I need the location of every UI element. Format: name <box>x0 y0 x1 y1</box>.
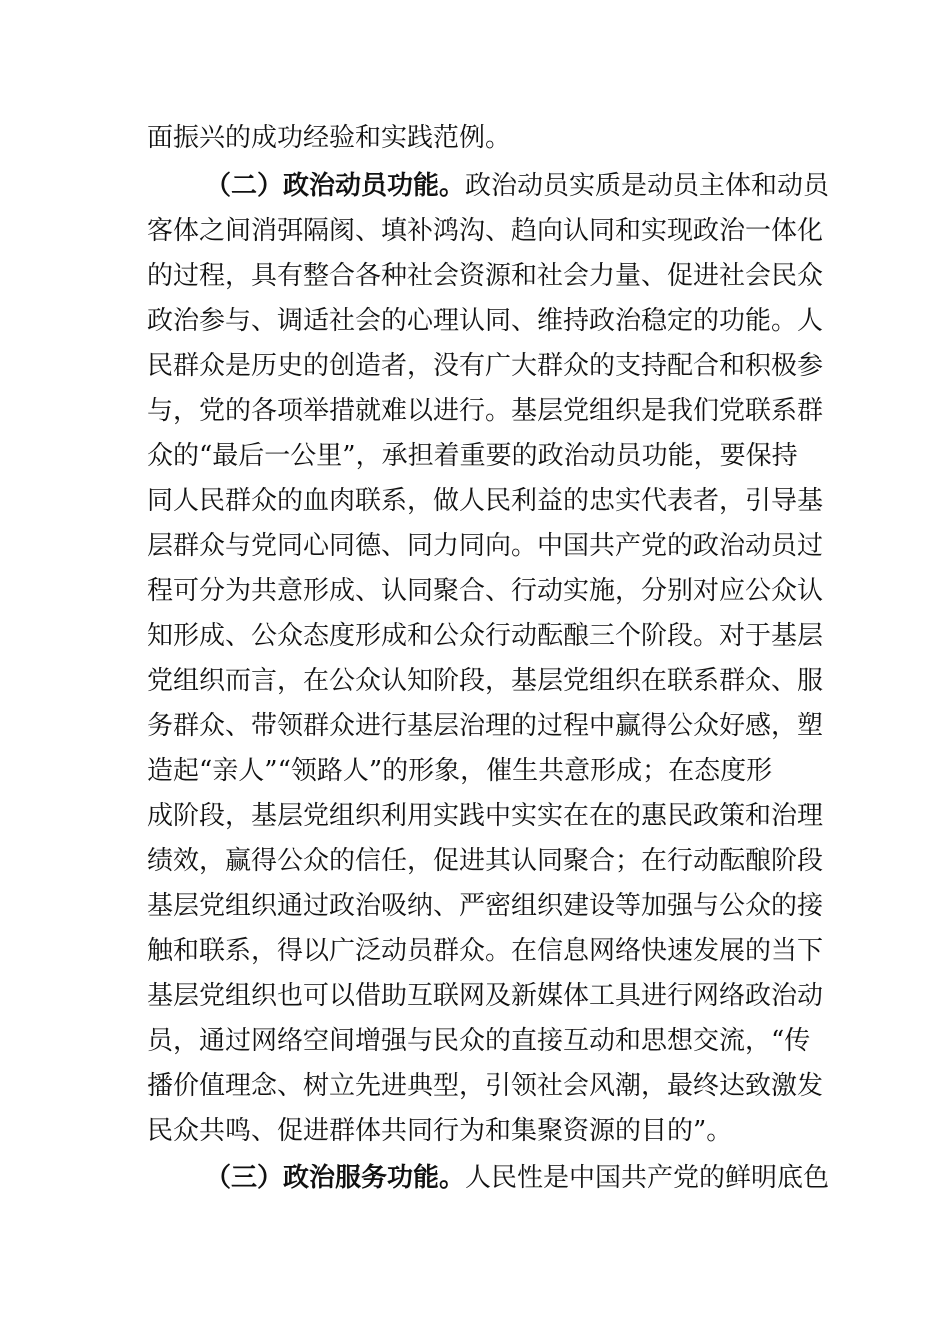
text-line-16: 成阶段，基层党组织利用实践中实实在在的惠民政策和治理 <box>147 801 824 831</box>
paragraph-3-first-line <box>205 1158 829 1198</box>
text-line-20: 基层党组织也可以借助互联网及新媒体工具进行网络政治动 <box>147 981 824 1011</box>
text-line-11: 程可分为共意形成、认同聚合、行动实施，分别对应公众认 <box>147 576 824 606</box>
text-line-23: 民众共鸣、促进群体共同行为和集聚资源的目的”。 <box>147 1116 733 1146</box>
section-heading-3: （三）政治服务功能。 <box>205 1163 466 1193</box>
text-line-22: 播价值理念、树立先进典型，引领社会风潮，最终达致激发 <box>147 1071 824 1101</box>
text-line-2: 政治动员实质是动员主体和动员 <box>465 171 830 201</box>
text-line-6: 民群众是历史的创造者，没有广大群众的支持配合和积极参 <box>147 351 824 381</box>
text-line-17: 绩效，赢得公众的信任，促进其认同聚合；在行动酝酿阶段 <box>147 846 824 876</box>
text-line-10: 层群众与党同心同德、同力同向。中国共产党的政治动员过 <box>147 531 824 561</box>
text-line-1: 面振兴的成功经验和实践范例。 <box>147 123 512 153</box>
section-heading-2: （二）政治动员功能。 <box>205 171 466 201</box>
text-line-24: 人民性是中国共产党的鲜明底色 <box>465 1163 830 1193</box>
text-line-14: 务群众、带领群众进行基层治理的过程中赢得公众好感，塑 <box>147 711 824 741</box>
text-line-18: 基层党组织通过政治吸纳、严密组织建设等加强与公众的接 <box>147 891 824 921</box>
text-line-13: 党组织而言，在公众认知阶段，基层党组织在联系群众、服 <box>147 666 824 696</box>
text-line-12: 知形成、公众态度形成和公众行动酝酿三个阶段。对于基层 <box>147 621 824 651</box>
text-line-21: 员，通过网络空间增强与民众的直接互动和思想交流，“传 <box>147 1026 811 1056</box>
text-line-19: 触和联系，得以广泛动员群众。在信息网络快速发展的当下 <box>147 936 824 966</box>
text-line-9: 同人民群众的血肉联系，做人民利益的忠实代表者，引导基 <box>147 486 824 516</box>
text-line-3: 客体之间消弭隔阂、填补鸿沟、趋向认同和实现政治一体化 <box>147 216 824 246</box>
text-line-8: 众的“最后一公里”，承担着重要的政治动员功能，要保持 <box>147 441 798 471</box>
text-line-5: 政治参与、调适社会的心理认同、维持政治稳定的功能。人 <box>147 306 824 336</box>
paragraph-2-first-line <box>205 166 829 206</box>
text-line-15: 造起“亲人”“领路人”的形象，催生共意形成；在态度形 <box>147 756 773 786</box>
text-line-4: 的过程，具有整合各种社会资源和社会力量、促进社会民众 <box>147 261 824 291</box>
text-line-7: 与，党的各项举措就难以进行。基层党组织是我们党联系群 <box>147 396 824 426</box>
